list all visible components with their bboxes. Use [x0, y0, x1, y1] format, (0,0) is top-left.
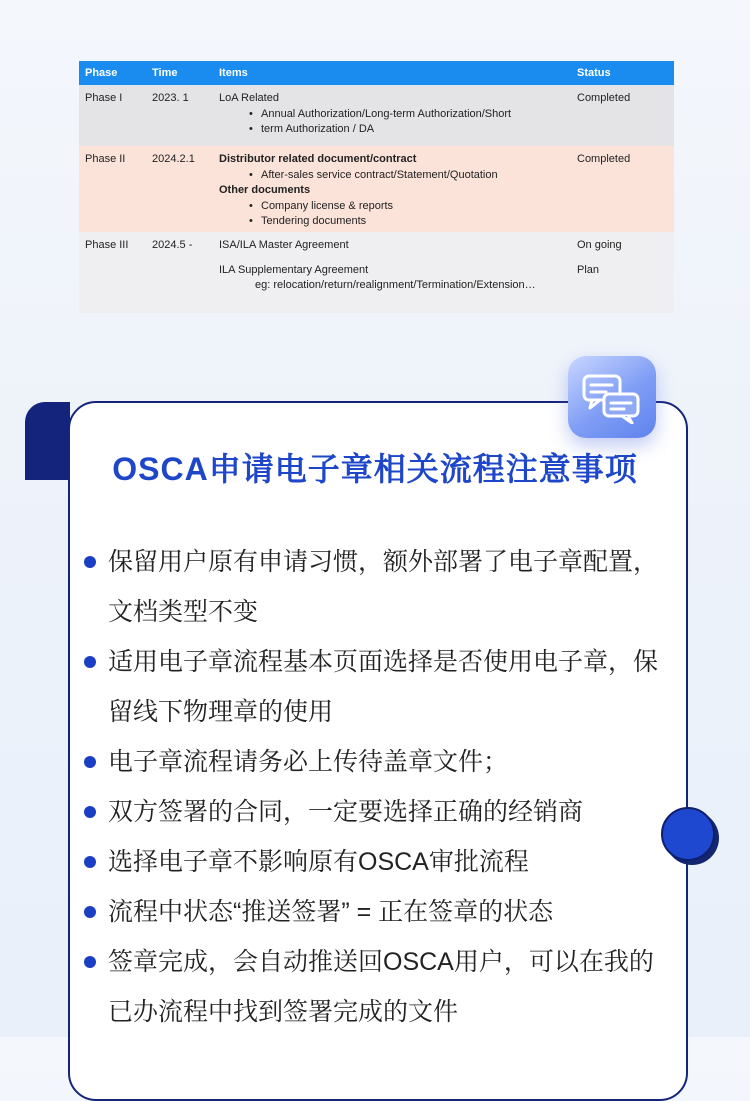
time-cell: 2024.2.1 — [146, 146, 213, 232]
card-title: OSCA申请电子章相关流程注意事项 — [112, 451, 638, 487]
phase-cell: Phase I — [79, 85, 146, 146]
header-time: Time — [146, 61, 213, 85]
phase-table — [79, 61, 674, 313]
header-items: Items — [213, 61, 571, 85]
table-row — [79, 85, 674, 146]
item-title: ISA/ILA Master Agreement — [219, 239, 349, 251]
chat-bubbles-icon — [568, 356, 656, 438]
decorative-circle — [661, 807, 715, 861]
table-row — [79, 232, 674, 313]
item-title: LoA Related — [219, 92, 279, 104]
list-item: 保留用户原有申请习惯，额外部署了电子章配置，文档类型不变 — [84, 537, 674, 637]
item-bullet: • Tendering documents — [219, 214, 571, 230]
bullet-dot-icon — [84, 656, 96, 668]
items-cell — [213, 85, 571, 146]
bullet-dot-icon — [84, 756, 96, 768]
status-text: On going — [577, 239, 622, 251]
header-status: Status — [571, 61, 674, 85]
table-row — [79, 146, 674, 232]
items-cell — [213, 232, 571, 313]
item-bullet: • After-sales service contract/Statement/Quotation — [219, 168, 571, 184]
status-text-2: Plan — [577, 263, 600, 276]
items-cell — [213, 146, 571, 232]
item-continuation: • term Authorization / DA — [219, 122, 571, 138]
item-title: Distributor related document/contract — [219, 153, 417, 165]
bullet-dot-icon — [84, 556, 96, 568]
table-header-row — [79, 61, 674, 85]
bullet-dot-icon — [84, 956, 96, 968]
item-example: eg: relocation/return/realignment/Termination/Extension… — [255, 279, 536, 291]
status-cell: Completed — [571, 85, 674, 146]
notes-list — [84, 537, 674, 1037]
bullet-dot-icon — [84, 806, 96, 818]
list-item: 适用电子章流程基本页面选择是否使用电子章，保留线下物理章的使用 — [84, 637, 674, 737]
time-cell: 2023. 1 — [146, 85, 213, 146]
item-title-2: Other documents — [219, 184, 311, 196]
header-phase: Phase — [79, 61, 146, 85]
item-bullet: • Company license & reports — [219, 199, 571, 215]
phase-cell: Phase II — [79, 146, 146, 232]
list-item: 签章完成，会自动推送回OSCA用户，可以在我的已办流程中找到签署完成的文件 — [84, 937, 674, 1037]
bullet-dot-icon — [84, 856, 96, 868]
bullet-dot-icon — [84, 906, 96, 918]
status-cell: Completed — [571, 146, 674, 232]
list-item: 双方签署的合同，一定要选择正确的经销商 — [84, 787, 674, 837]
phase-cell: Phase III — [79, 232, 146, 313]
list-item: 电子章流程请务必上传待盖章文件； — [84, 737, 674, 787]
item-title-2: ILA Supplementary Agreement — [219, 263, 369, 276]
list-item: 选择电子章不影响原有OSCA审批流程 — [84, 837, 674, 887]
list-item: 流程中状态“推送签署” = 正在签章的状态 — [84, 887, 674, 937]
time-cell: 2024.5 - — [146, 232, 213, 313]
status-cell — [571, 232, 674, 313]
item-bullet: • Annual Authorization/Long-term Authorization/Short — [219, 107, 571, 123]
